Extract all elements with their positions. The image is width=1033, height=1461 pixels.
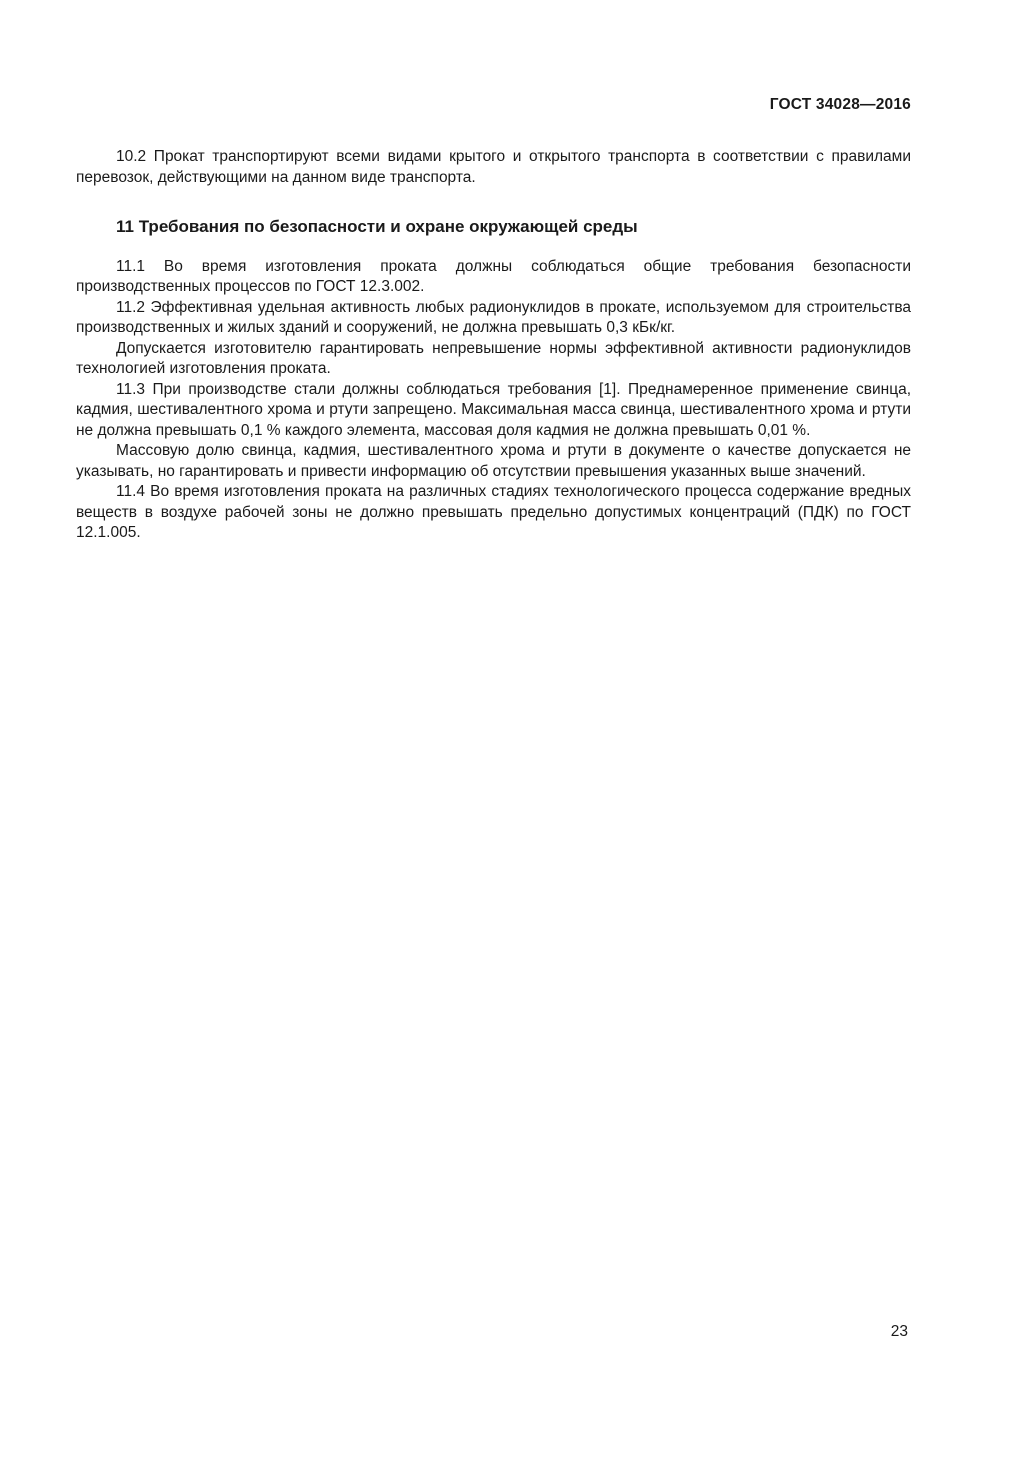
paragraph-11-2-note: Допускается изготовителю гарантировать непревышение нормы эффективной активности радионуклидов технологией изготовления проката. [76, 339, 911, 377]
paragraph-11-3-note: Массовую долю свинца, кадмия, шестивалентного хрома и ртути в документе о качестве допускается не указывать, но гарантировать и привести информацию об отсутствии превышения указанных выше значений. [76, 442, 911, 480]
paragraph-10-2: 10.2 Прокат транспортируют всеми видами крытого и открытого транспорта в соответствии с правилами перевозок, действующими на данном виде транспорта. [76, 148, 911, 186]
paragraph-11-3: 11.3 При производстве стали должны соблюдаться требования [1]. Преднамеренное применение свинца, кадмия, шестивалентного хрома и ртути запрещено. Максимальная масса свинца, шестивалентного хрома и ртути не должна превышать 0,1 % каждого элемента, массовая доля кадмия не должна превышать 0,01 %. [76, 380, 911, 439]
paragraph-11-2: 11.2 Эффективная удельная активность любых радионуклидов в прокате, используемом для строительства производственных и жилых зданий и сооружений, не должна превышать 0,3 кБк/кг. [76, 298, 911, 336]
paragraph-11-1: 11.1 Во время изготовления проката должны соблюдаться общие требования безопасности производственных процессов по ГОСТ 12.3.002. [76, 257, 911, 295]
paragraph-11-4: 11.4 Во время изготовления проката на различных стадиях технологического процесса содержание вредных веществ в воздухе рабочей зоны не должно превышать предельно допустимых концентраций (ПДК) по ГОСТ 12.1.005. [76, 483, 911, 541]
document-body [76, 147, 911, 544]
section-11-heading: 11 Требования по безопасности и охране окружающей среды [116, 217, 638, 236]
page-number: 23 [890, 1323, 908, 1340]
document-code-header: ГОСТ 34028—2016 [769, 96, 911, 113]
